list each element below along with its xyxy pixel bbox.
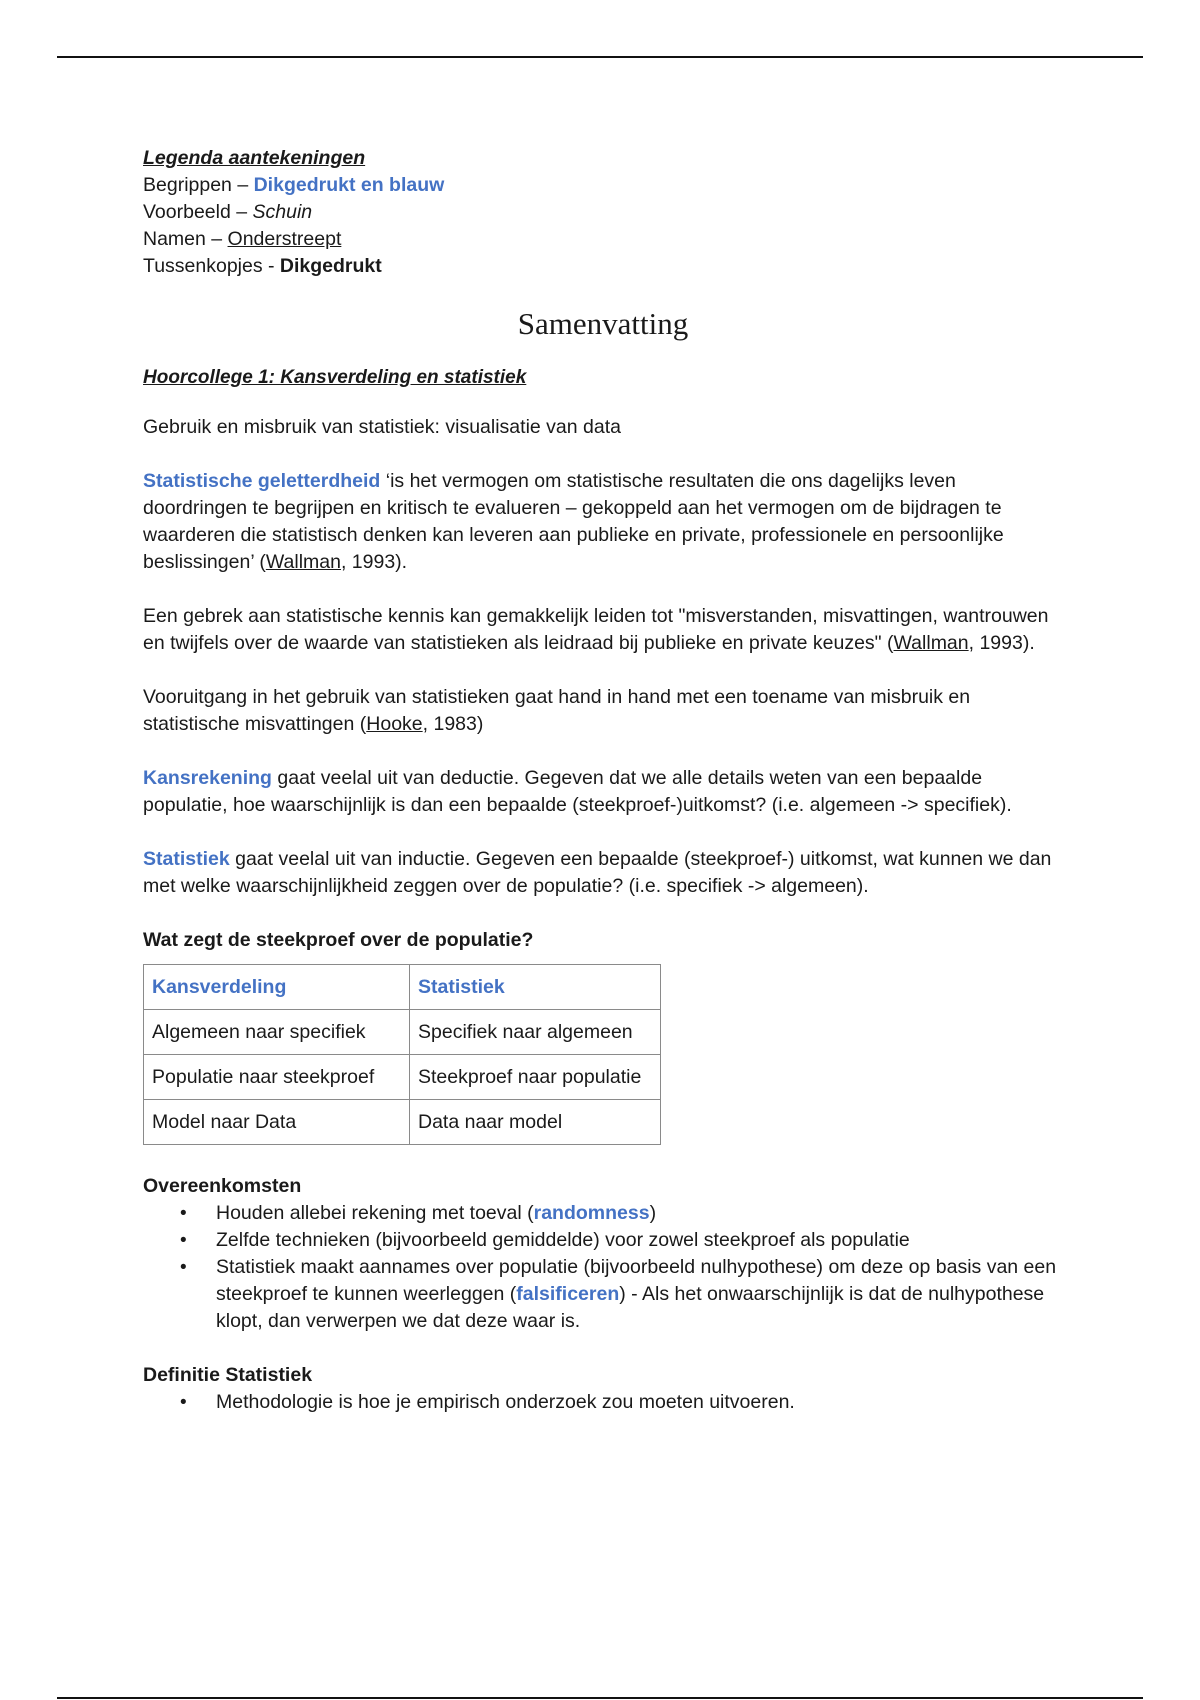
list-item: • Houden allebei rekening met toeval (randomness)	[216, 1200, 1063, 1227]
definitie-list	[143, 1389, 1063, 1416]
term: Statistiek	[143, 848, 230, 870]
question-heading: Wat zegt de steekproef over de populatie?	[143, 929, 534, 951]
table-header-cell: Statistiek	[410, 965, 661, 1010]
table-header-cell: Kansverdeling	[144, 965, 410, 1010]
header-rule	[57, 56, 1143, 58]
legend-title: Legenda aantekeningen	[143, 147, 366, 169]
legend-row-terms: Begrippen – Dikgedrukt en blauw	[143, 174, 445, 196]
page-content	[143, 145, 1063, 1443]
term: Kansrekening	[143, 767, 272, 789]
term: falsificeren	[516, 1283, 620, 1305]
list-item: • Zelfde technieken (bijvoorbeeld gemiddelde) voor zowel steekproef als populatie	[216, 1227, 1063, 1254]
comparison-table	[143, 964, 661, 1145]
table-cell: Steekproef naar populatie	[410, 1055, 661, 1100]
legend-row-names: Namen – Onderstreept	[143, 228, 342, 250]
term: Statistische geletterdheid	[143, 470, 381, 492]
legend-row-example: Voorbeeld – Schuin	[143, 201, 313, 223]
document-title: Samenvatting	[517, 306, 689, 341]
table-cell: Algemeen naar specifiek	[144, 1010, 410, 1055]
table-header-row	[144, 965, 661, 1010]
intro-paragraph: Gebruik en misbruik van statistiek: visualisatie van data	[143, 416, 621, 438]
paragraph-kansrekening: Kansrekening gaat veelal uit van deductie. Gegeven dat we alle details weten van een bepaalde populatie, hoe waarschijnlijk is dan een bepaalde (steekproef-)uitkomst? (i.e. algemeen -> specifiek).	[143, 767, 1012, 816]
footer-rule	[57, 1697, 1143, 1699]
definitie-heading: Definitie Statistiek	[143, 1364, 313, 1386]
paragraph-gebrek: Een gebrek aan statistische kennis kan gemakkelijk leiden tot "misverstanden, misvattingen, wantrouwen en twijfels over de waarde van statistieken als leidraad bij publieke en private keuzes" (Wallman, 1993).	[143, 605, 1049, 654]
table-cell: Model naar Data	[144, 1100, 410, 1145]
table-row	[144, 1100, 661, 1145]
table-cell: Specifiek naar algemeen	[410, 1010, 661, 1055]
author-name: Wallman	[265, 551, 341, 573]
section-title: Hoorcollege 1: Kansverdeling en statistiek	[143, 367, 527, 388]
term: randomness	[533, 1202, 650, 1224]
author-name: Hooke	[366, 713, 423, 735]
paragraph-statistische-geletterdheid: Statistische geletterdheid ‘is het vermogen om statistische resultaten die ons dagelijks leven doordringen te begrijpen en kritisch te evalueren – gekoppeld aan het vermogen om de bijdragen te waarderen die statistisch denken kan leveren aan publieke en private, professionele en persoonlijke beslissingen’ (Wallman, 1993).	[143, 470, 1004, 573]
overeenkomsten-list	[143, 1200, 1063, 1335]
paragraph-vooruitgang: Vooruitgang in het gebruik van statistieken gaat hand in hand met een toename van misbruik en statistische misvattingen (Hooke, 1983)	[143, 686, 971, 735]
table-cell: Populatie naar steekproef	[144, 1055, 410, 1100]
table-cell: Data naar model	[410, 1100, 661, 1145]
overeenkomsten-heading: Overeenkomsten	[143, 1175, 302, 1197]
author-name: Wallman	[893, 632, 969, 654]
legend-row-subheadings: Tussenkopjes - Dikgedrukt	[143, 255, 382, 277]
paragraph-statistiek: Statistiek gaat veelal uit van inductie. Gegeven een bepaalde (steekproef-) uitkomst, wat kunnen we dan met welke waarschijnlijkheid zeggen over de populatie? (i.e. specifiek -> algemeen).	[143, 848, 1052, 897]
list-item: • Methodologie is hoe je empirisch onderzoek zou moeten uitvoeren.	[216, 1389, 1063, 1416]
table-row	[144, 1055, 661, 1100]
list-item: • Statistiek maakt aannames over populatie (bijvoorbeeld nulhypothese) om deze op basis van een steekproef te kunnen weerleggen (falsificeren) - Als het onwaarschijnlijk is dat de nulhypothese klopt, dan verwerpen we dat deze waar is.	[216, 1254, 1063, 1335]
table-row	[144, 1010, 661, 1055]
